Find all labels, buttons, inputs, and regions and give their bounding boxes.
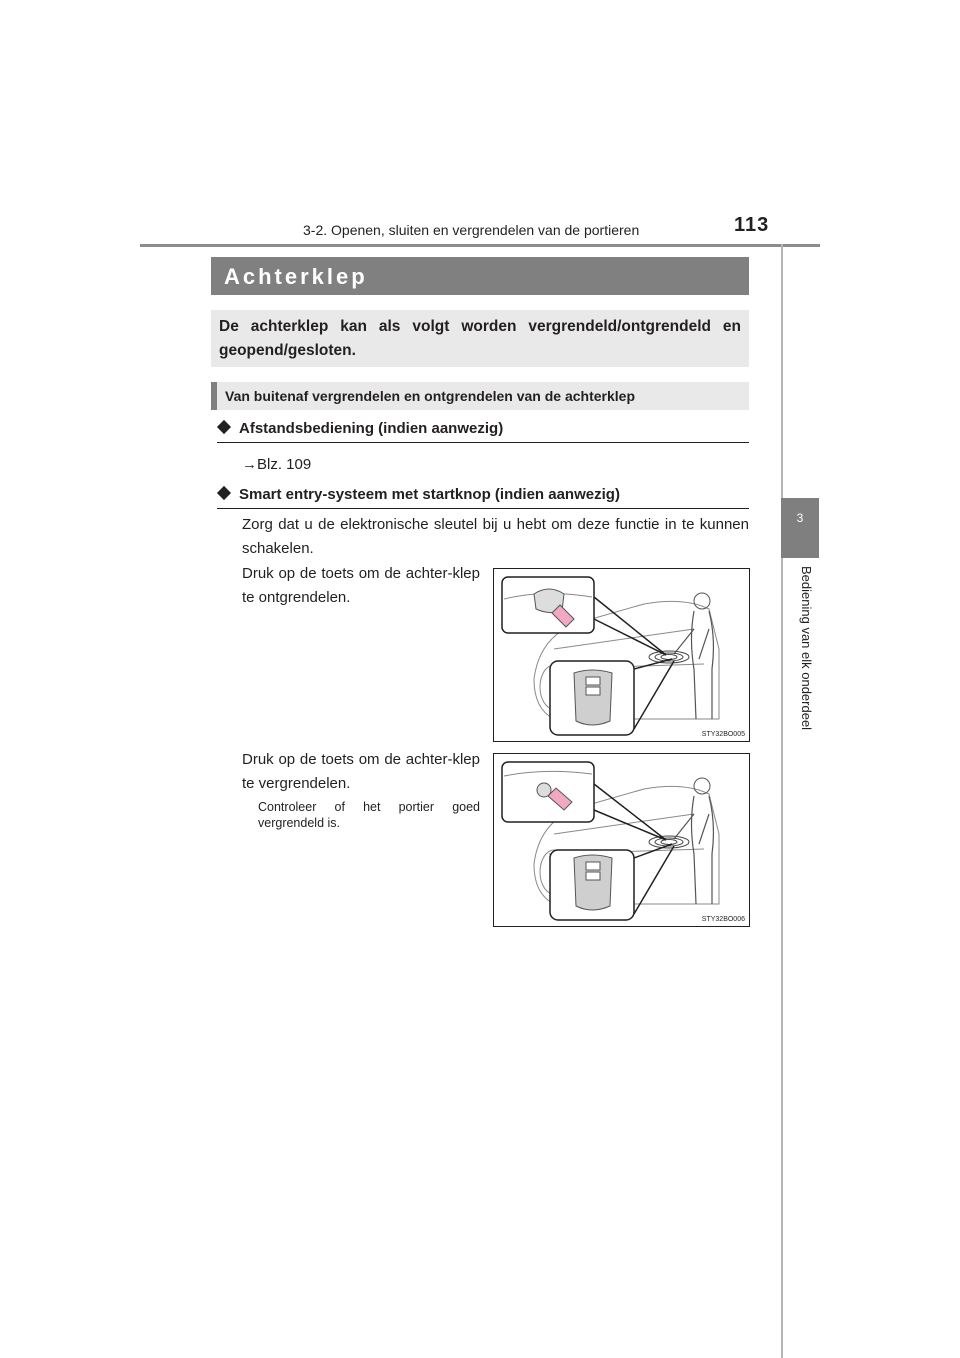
- figure-code: STY32BO006: [701, 916, 745, 923]
- chapter-tab: [781, 498, 819, 558]
- smart-intro: Zorg dat u de elektronische sleutel bij u hebt om deze functie in te kunnen schakelen.: [242, 516, 749, 557]
- intro-box: [211, 310, 749, 367]
- subsection-title: Van buitenaf vergrendelen en ontgrendelen van de achterklep: [225, 388, 635, 404]
- diamond-bullet-icon: [217, 420, 231, 434]
- section-title-bar: [211, 257, 749, 295]
- chapter-number: 3: [796, 511, 804, 525]
- page-reference[interactable]: →Blz. 109: [242, 456, 312, 473]
- side-rule: [781, 244, 783, 1358]
- smart-heading-text: Smart entry-systeem met startknop (indien aanwezig): [239, 486, 620, 503]
- figure-lock: [493, 753, 750, 927]
- unlock-illustration: [494, 569, 749, 741]
- figure-unlock: [493, 568, 750, 742]
- subsection-accent: [211, 382, 217, 410]
- lock-note: Controleer of het portier goed vergrendeld is.: [258, 800, 480, 830]
- figure-code: STY32BO005: [701, 731, 745, 738]
- subsection-bar: [211, 382, 749, 410]
- section-header: 3-2. Openen, sluiten en vergrendelen van de portieren: [303, 222, 640, 238]
- smart-heading: [217, 486, 620, 503]
- header-rule: [140, 244, 820, 247]
- section-title: Achterklep: [224, 264, 368, 289]
- chapter-title: [800, 566, 820, 786]
- diamond-bullet-icon: [217, 486, 231, 500]
- heading-rule: [217, 508, 749, 509]
- intro-text: De achterklep kan als volgt worden vergrendeld/ontgrendeld en geopend/gesloten.: [219, 318, 741, 359]
- page-number: 113: [734, 214, 770, 236]
- chapter-title-text: Bediening van elk onderdeel: [799, 566, 814, 731]
- lock-illustration: [494, 754, 749, 926]
- step-lock: Druk op de toets om de achter-klep te vergrendelen.: [242, 751, 480, 792]
- heading-rule: [217, 442, 749, 443]
- remote-heading-text: Afstandsbediening (indien aanwezig): [239, 420, 504, 437]
- remote-heading: [217, 420, 503, 437]
- step-unlock: Druk op de toets om de achter-klep te ontgrendelen.: [242, 565, 480, 606]
